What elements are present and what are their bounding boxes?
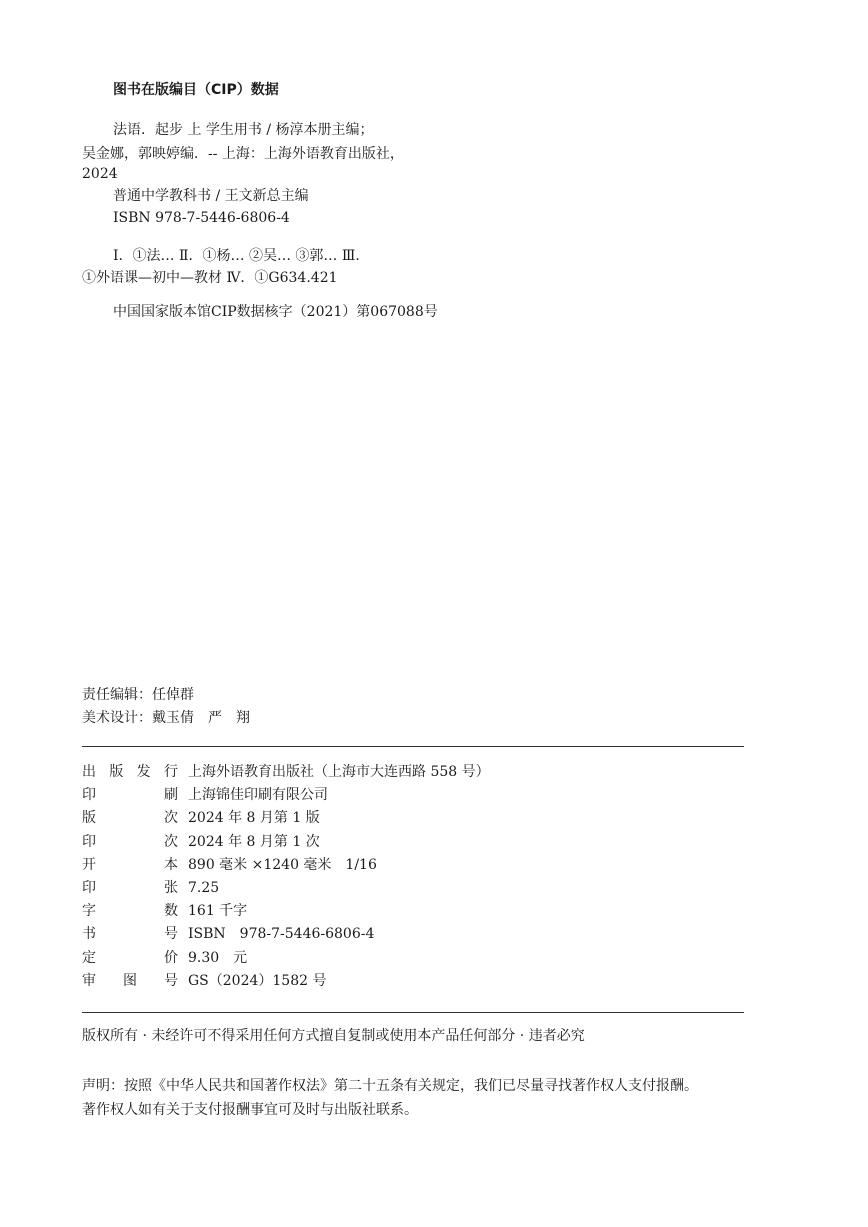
publication-info-value: 上海锦佳印刷有限公司 — [188, 787, 328, 804]
cip-isbn: ISBN 978-7-5446-6806-4 — [113, 210, 290, 226]
cip-subject-line: ①外语课—初中—教材 Ⅳ．①G634.421 — [82, 270, 338, 286]
publication-info-key: 审 图 号 — [82, 972, 178, 989]
publication-info-value: 上海外语教育出版社（上海市大连西路 558 号） — [188, 764, 490, 780]
cip-heading: 图书在版编目（CIP）数据 — [113, 82, 279, 98]
cip-title-line: 法语．起步 上 学生用书 / 杨淳本册主编； — [113, 122, 374, 138]
cip-title-line: 2024 — [82, 166, 118, 182]
publication-info-value: 161 千字 — [188, 903, 248, 920]
divider — [82, 746, 744, 747]
statement-line: 声明：按照《中华人民共和国著作权法》第二十五条有关规定，我们已尽量寻找著作权人支付报酬。 — [82, 1078, 698, 1094]
publication-info-value: 9.30 元 — [188, 949, 248, 966]
divider — [82, 1012, 744, 1013]
publication-info-key: 出 版 发 行 — [82, 764, 178, 780]
publication-info-key: 字 数 — [82, 903, 178, 920]
publication-info-key: 印 张 — [82, 880, 178, 896]
publication-info-value: 2024 年 8 月第 1 版 — [188, 810, 320, 827]
publication-info-key: 定 价 — [82, 949, 178, 966]
art-designer: 美术设计：戴玉倩 严 翔 — [82, 710, 250, 726]
responsible-editor: 责任编辑：任倬群 — [82, 687, 194, 703]
publication-info-key: 印 次 — [82, 833, 178, 850]
publication-info-key: 版 次 — [82, 810, 178, 827]
publication-info-key: 书 号 — [82, 926, 178, 943]
publication-info-value: GS（2024）1582 号 — [188, 972, 327, 989]
cip-record-number: 中国国家版本馆CIP数据核字（2021）第067088号 — [113, 304, 438, 320]
publication-info-value: 890 毫米 ×1240 毫米 1/16 — [188, 856, 377, 873]
statement-line: 著作权人如有关于支付报酬事宜可及时与出版社联系。 — [82, 1102, 418, 1118]
cip-series: 普通中学教科书 / 王文新总主编 — [113, 188, 309, 204]
publication-info-key: 开 本 — [82, 856, 178, 873]
copyright-notice: 版权所有 · 未经许可不得采用任何方式擅自复制或使用本产品任何部分 · 违者必究 — [82, 1028, 585, 1044]
cip-title-line: 吴金娜，郭映婷编．-- 上海：上海外语教育出版社， — [82, 146, 404, 162]
publication-info-key: 印 刷 — [82, 787, 178, 804]
publication-info-value: 7.25 — [188, 880, 220, 896]
cip-subject-line: Ⅰ．①法… Ⅱ．①杨… ②吴… ③郭… Ⅲ． — [113, 248, 370, 264]
publication-info-value: 2024 年 8 月第 1 次 — [188, 833, 320, 850]
publication-info-value: ISBN 978-7-5446-6806-4 — [188, 926, 375, 943]
